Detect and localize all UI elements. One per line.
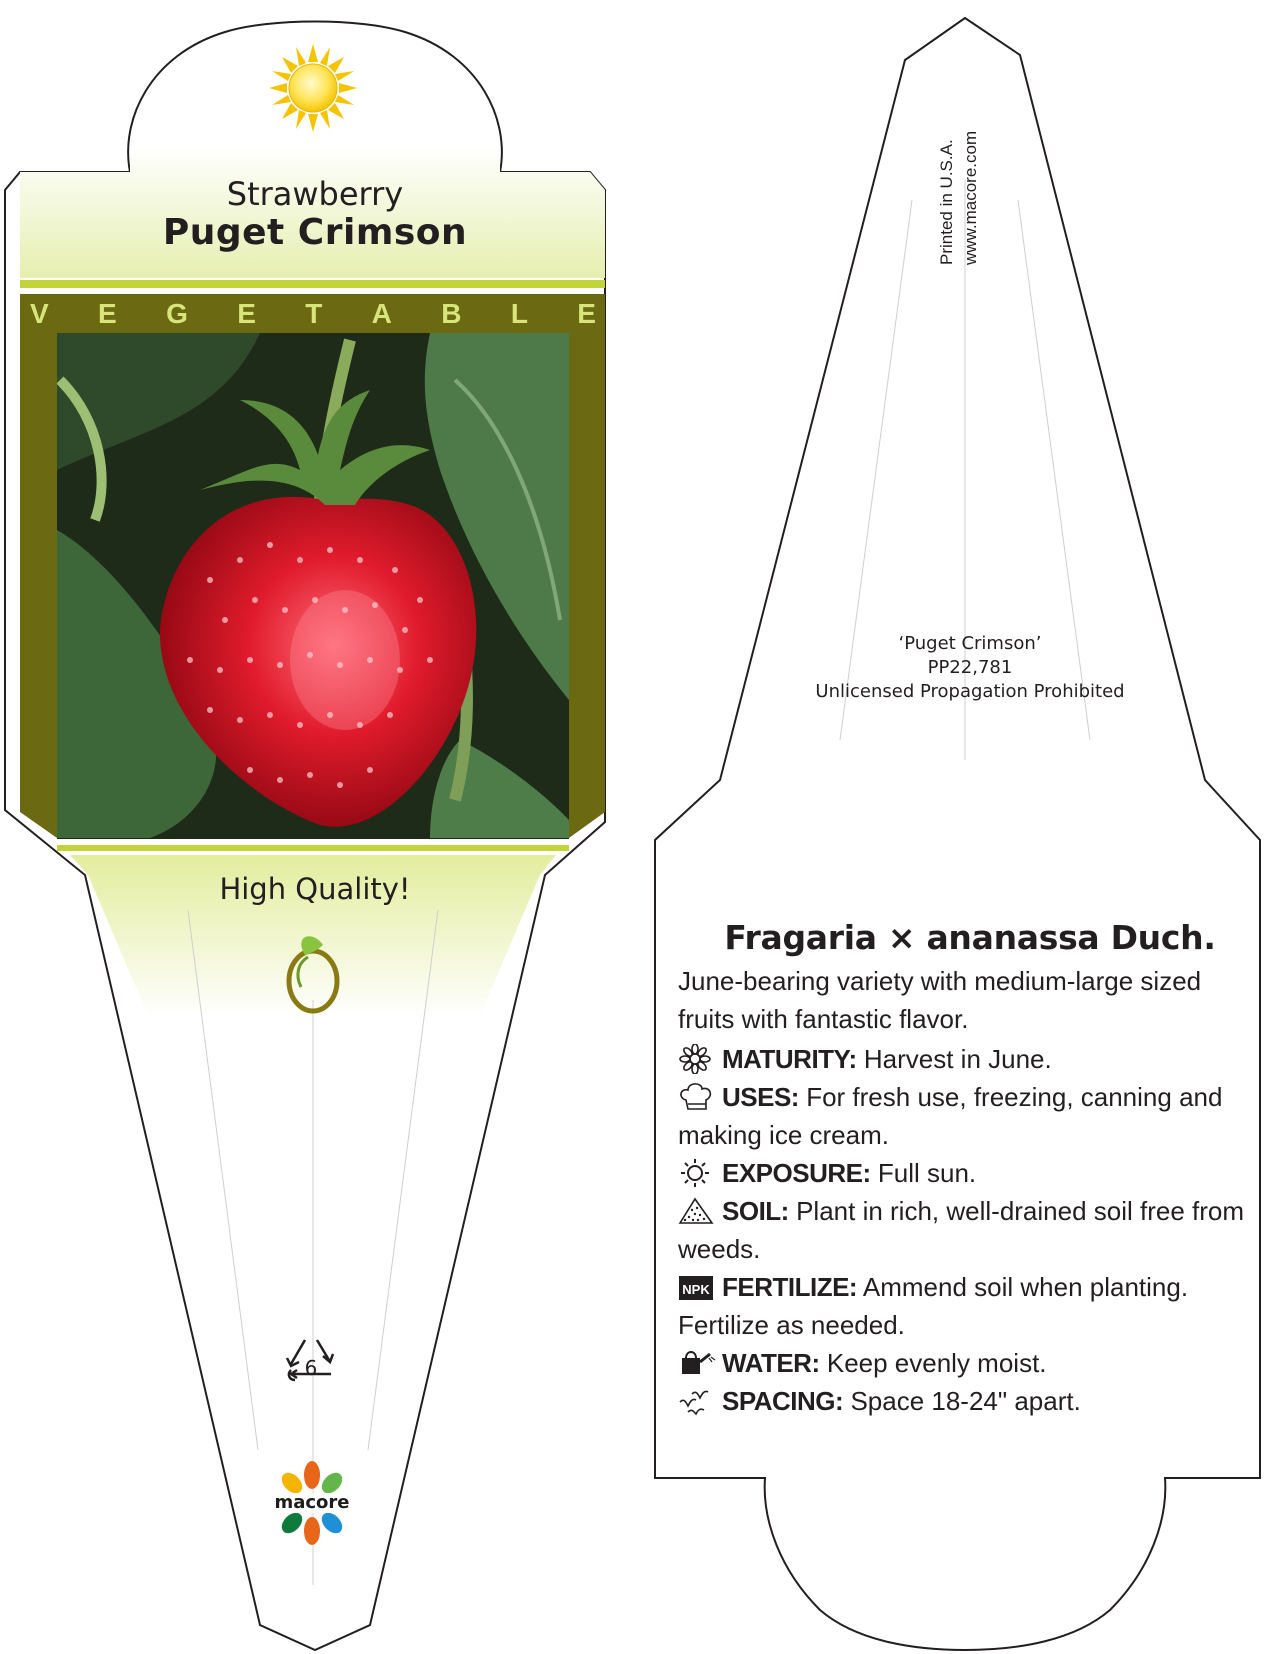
category-letter: E [98,298,117,329]
care-text: Harvest in June. [863,1044,1052,1074]
category-letter: E [237,298,256,329]
care-text: Ammend soil when planting. Fertilize as needed. [678,1272,1189,1340]
care-item-soil [678,1192,1248,1268]
recycle-number: 6 [304,1356,318,1380]
npk-icon [678,1272,716,1302]
watering-can-icon [678,1348,716,1378]
chef-hat-icon [678,1082,716,1112]
care-label: EXPOSURE: [722,1158,871,1188]
care-text: Full sun. [877,1158,977,1188]
category-letter: T [305,298,323,329]
latin-name: Fragaria × ananassa Duch. [724,918,1216,957]
category-letter: E [577,298,596,329]
care-item-exposure [678,1154,1248,1192]
care-label: MATURITY: [722,1044,857,1074]
category-letter: L [510,298,528,329]
category-letter: G [166,298,188,329]
cultivar-name: ‘Puget Crimson’ [898,633,1042,654]
care-label: WATER: [722,1348,820,1378]
printed-in: Printed in U.S.A. [937,139,956,265]
care-label: SPACING: [722,1386,844,1416]
description: June-bearing variety with medium-large sized fruits with fantastic flavor. [678,966,1202,1034]
care-text: For fresh use, freezing, canning and making ice cream. [678,1082,1223,1150]
propagation-notice: Unlicensed Propagation Prohibited [815,681,1125,702]
care-label: USES: [722,1082,799,1112]
print-info [935,55,980,265]
seedlings-icon [678,1386,716,1416]
category-letter: A [371,298,392,329]
care-item-uses [678,1078,1248,1154]
care-item-maturity [678,1040,1248,1078]
variety-name: Puget Crimson [162,212,468,253]
care-label: FERTILIZE: [722,1272,858,1302]
flower-icon [678,1044,716,1074]
care-item-water [678,1344,1248,1382]
patent-block [760,632,1180,704]
category-letter: B [441,298,462,329]
tagline: High Quality! [219,872,411,906]
sun-outline-icon [678,1158,716,1188]
care-item-spacing [678,1382,1248,1420]
care-text: Plant in rich, well-drained soil free from weeds. [678,1196,1245,1264]
category-letter: V [30,298,49,329]
care-text: Space 18-24" apart. [850,1386,1081,1416]
patent-number: PP22,781 [927,657,1013,678]
website: www.macore.com [961,130,980,265]
brand-name: macore [274,1492,350,1513]
soil-icon [678,1196,716,1226]
common-name: Strawberry [226,175,404,213]
care-label: SOIL: [722,1196,789,1226]
care-list [678,1040,1248,1420]
care-text: Keep evenly moist. [826,1348,1047,1378]
care-item-fertilize [678,1268,1248,1344]
npk-badge-text: NPK [682,1282,710,1297]
